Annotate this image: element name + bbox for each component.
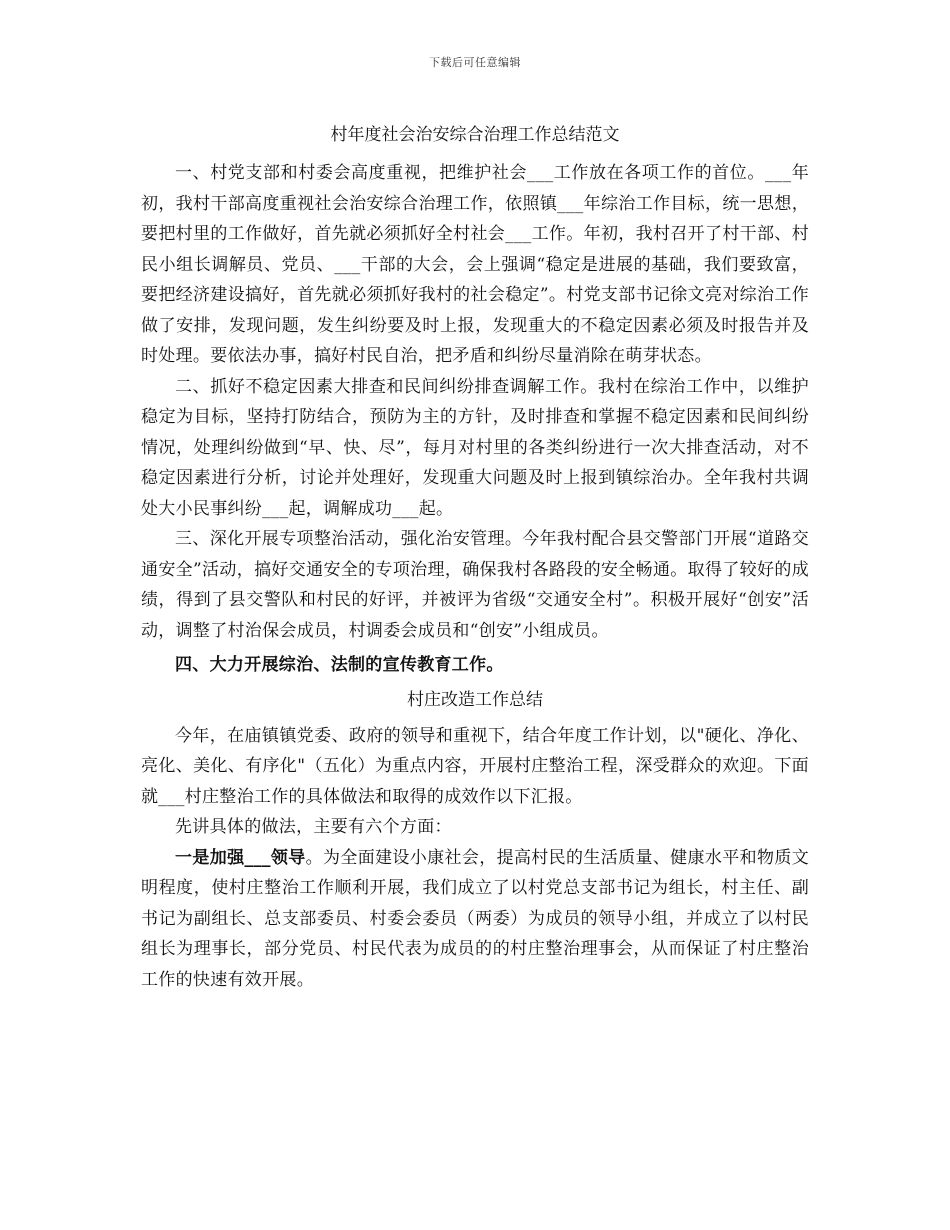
paragraph-method-intro: 先讲具体的做法，主要有六个方面： [175, 817, 452, 837]
paragraph-point-1 [141, 843, 809, 996]
section-4-heading: 四、大力开展综治、法制的宣传教育工作。 [175, 655, 504, 675]
second-document-title: 村庄改造工作总结 [407, 689, 543, 710]
paragraph-section-1: 一、村党支部和村委会高度重视，把维护社会___工作放在各项工作的首位。___年初，我村干部高度重视社会治安综合治理工作，依照镇___年综治工作目标，统一思想，要把村里的工作做好，首先就必须抓好全村社会___工作。年初，我村召开了村干部、村民小组长调解员、党员、___干部的大会，会上强调“稳定是进展的基础，我们要致富，要把经济建设搞好，首先就必须抓好我村的社会稳定”。村党支部书记徐文亮对综治工作做了安排，发现问题，发生纠纷要及时上报，发现重大的不稳定因素必须及时报告并及时处理。要依法办事，搞好村民自治，把矛盾和纠纷尽量消除在萌芽状态。 [141, 163, 809, 366]
point-1-label: 一是加强___领导 [175, 847, 306, 868]
paragraph-section-3: 三、深化开展专项整治活动，强化治安管理。今年我村配合县交警部门开展“道路交通安全”活动，搞好交通安全的专项治理，确保我村各路段的安全畅通。取得了较好的成绩，得到了县交警队和村民的好评，并被评为省级“交通安全村”。积极开展好“创安”活动，调整了村治保会成员，村调委会成员和“创安”小组成员。 [141, 529, 809, 641]
paragraph-intro: 今年，在庙镇镇党委、政府的领导和重视下，结合年度工作计划，以"硬化、净化、亮化、美化、有序化"（五化）为重点内容，开展村庄整治工程，深受群众的欢迎。下面就___村庄整治工作的具体做法和取得的成效作以下汇报。 [141, 725, 809, 807]
point-1-text: 。为全面建设小康社会，提高村民的生活质量、健康水平和物质文明程度，使村庄整治工作顺利开展，我们成立了以村党总支部书记为组长，村主任、副书记为副组长、总支部委员、村委会委员（两委）为成员的领导小组，并成立了以村民组长为理事长，部分党员、村民代表为成员的的村庄整治理事会，从而保证了村庄整治工作的快速有效开展。 [141, 847, 809, 990]
document-title: 村年度社会治安综合治理工作总结范文 [330, 125, 620, 145]
paragraph-section-2: 二、抓好不稳定因素大排查和民间纠纷排查调解工作。我村在综治工作中，以维护稳定为目标，坚持打防结合，预防为主的方针，及时排查和掌握不稳定因素和民间纠纷情况，处理纠纷做到“早、快、尽”，每月对村里的各类纠纷进行一次大排查活动，对不稳定因素进行分析，讨论并处理好，发现重大问题及时上报到镇综治办。全年我村共调处大小民事纠纷___起，调解成功___起。 [141, 376, 809, 519]
document-body [141, 120, 809, 995]
header-note: 下载后可任意编辑 [429, 56, 521, 69]
